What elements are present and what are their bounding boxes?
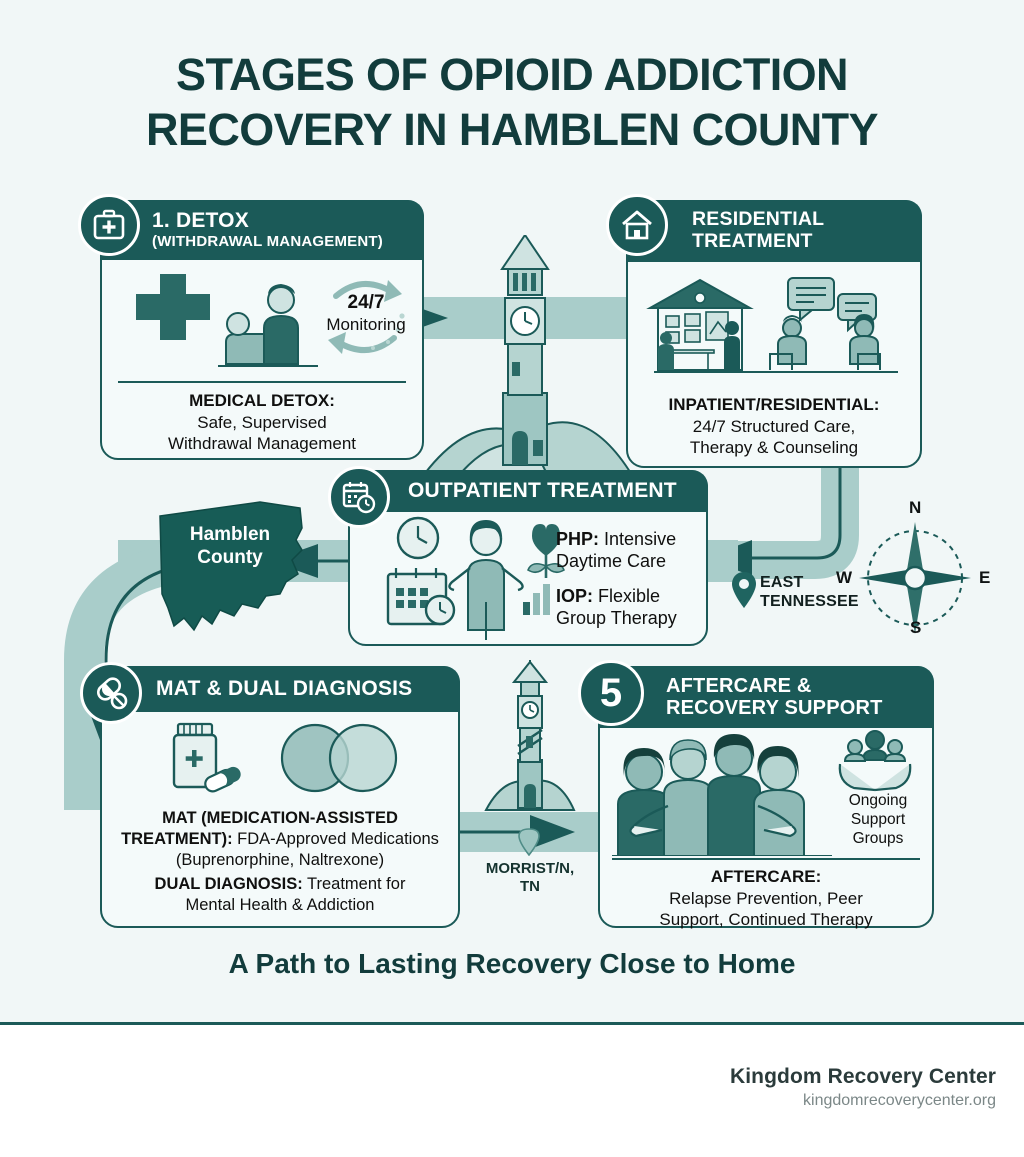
card-mat-header bbox=[100, 666, 460, 712]
card-aftercare-caption-bold: AFTERCARE: bbox=[710, 867, 822, 886]
card-residential-caption-line3: Therapy & Counseling bbox=[689, 438, 859, 458]
compass-north-label: N bbox=[909, 498, 922, 517]
footer-brand bbox=[730, 1065, 996, 1110]
monitoring-text: Monitoring bbox=[326, 314, 406, 334]
mat-illustration bbox=[150, 720, 410, 802]
card-detox-caption-bold: MEDICAL DETOX: bbox=[189, 391, 335, 410]
card-detox-title: 1. DETOX bbox=[152, 209, 249, 233]
card-mat-caption-2-line2: Mental Health & Addiction bbox=[185, 895, 375, 914]
card-mat-caption-2-rest: Treatment for bbox=[302, 875, 406, 893]
outpatient-php-line2: Daytime Care bbox=[556, 551, 667, 572]
card-aftercare-header bbox=[598, 666, 934, 728]
clocktower-small-illustration bbox=[478, 660, 582, 816]
card-mat-caption-2 bbox=[104, 874, 456, 916]
card-residential-title-2: TREATMENT bbox=[692, 230, 813, 252]
card-detox-caption bbox=[104, 390, 420, 455]
calendar-clock-icon bbox=[328, 466, 390, 528]
bar-chart-icon bbox=[522, 582, 554, 616]
aftercare-support-line-2: Support bbox=[850, 810, 906, 828]
pills-capsule-icon bbox=[80, 662, 142, 724]
footer-org-name: Kingdom Recovery Center bbox=[729, 1065, 996, 1088]
city-pin-line-2: TN bbox=[520, 878, 540, 895]
card-aftercare-title-2: RECOVERY SUPPORT bbox=[666, 697, 883, 719]
card-aftercare-caption-line3: Support, Continued Therapy bbox=[659, 910, 873, 930]
card-detox-caption-line3: Withdrawal Management bbox=[167, 434, 357, 454]
region-pin-line-1: EAST bbox=[760, 574, 804, 591]
card-mat-title: MAT & DUAL DIAGNOSIS bbox=[156, 677, 413, 701]
card-residential-title: RESIDENTIAL bbox=[692, 208, 825, 231]
card-outpatient-header bbox=[348, 470, 708, 512]
city-pin-line-1: MORRIST/N, bbox=[485, 860, 575, 877]
page-title-line-2: RECOVERY IN HAMBLEN COUNTY bbox=[146, 103, 878, 155]
card-residential-header bbox=[626, 200, 922, 262]
step-number-badge-5 bbox=[578, 660, 644, 726]
aftercare-support-line-1: Ongoing bbox=[848, 792, 908, 809]
tagline: A Path to Lasting Recovery Close to Home bbox=[228, 948, 796, 979]
card-residential-caption bbox=[630, 394, 918, 459]
card-mat-caption-1-bold-line1: MAT (MEDICATION-ASSISTED bbox=[162, 809, 398, 827]
card-aftercare-title: AFTERCARE & bbox=[666, 674, 812, 697]
first-aid-kit-glyph bbox=[92, 208, 126, 242]
county-label-line-2: County bbox=[197, 546, 263, 568]
residential-illustration bbox=[640, 272, 910, 390]
card-residential-caption-line2: 24/7 Structured Care, bbox=[692, 416, 856, 436]
card-mat-caption-2-bold: DUAL DIAGNOSIS: bbox=[154, 875, 303, 893]
county-label-line-1: Hamblen bbox=[189, 524, 271, 545]
page-title-line-1: STAGES OF OPIOID ADDICTION bbox=[176, 49, 848, 100]
card-detox-caption-line2: Safe, Supervised bbox=[197, 412, 327, 432]
outpatient-iop-label: IOP: bbox=[556, 586, 594, 606]
first-aid-kit-icon bbox=[78, 194, 140, 256]
detox-monitoring-label bbox=[318, 292, 414, 335]
outpatient-php-text bbox=[556, 528, 704, 573]
step-number-5: 5 bbox=[599, 671, 623, 715]
card-aftercare-caption bbox=[602, 866, 930, 931]
outpatient-iop-line2: Group Therapy bbox=[556, 608, 677, 629]
card-mat-caption-1-line3: (Buprenorphine, Naltrexone) bbox=[175, 850, 385, 869]
clocktower-hills-illustration bbox=[400, 235, 650, 480]
calendar-clock-glyph bbox=[341, 479, 377, 515]
outpatient-iop-text bbox=[556, 585, 706, 630]
aftercare-support-label bbox=[832, 792, 924, 849]
compass-east-label: E bbox=[979, 568, 991, 587]
card-outpatient-title: OUTPATIENT TREATMENT bbox=[408, 479, 677, 503]
card-mat-caption-1 bbox=[104, 808, 456, 871]
monitoring-value: 24/7 bbox=[347, 292, 385, 313]
support-hands-icon bbox=[836, 728, 914, 792]
card-detox-divider bbox=[118, 381, 406, 383]
footer-url: kingdomrecoverycenter.org bbox=[803, 1092, 996, 1109]
compass-west-label: W bbox=[836, 568, 853, 587]
card-residential-caption-bold: INPATIENT/RESIDENTIAL: bbox=[668, 395, 880, 414]
page-title bbox=[0, 48, 1024, 158]
region-pin-label bbox=[760, 574, 859, 611]
map-pin-icon bbox=[730, 570, 758, 610]
home-icon bbox=[606, 194, 668, 256]
hamblen-county-map bbox=[150, 498, 350, 653]
card-detox-subtitle: (WITHDRAWAL MANAGEMENT) bbox=[152, 232, 383, 250]
outpatient-php-label: PHP: bbox=[556, 529, 600, 549]
detox-illustration bbox=[118, 272, 318, 372]
footer bbox=[0, 1022, 1024, 1157]
region-pin-line-2: TENNESSEE bbox=[760, 592, 859, 610]
outpatient-php-line1: Intensive bbox=[604, 529, 677, 549]
county-label bbox=[160, 524, 300, 570]
card-detox-header bbox=[100, 200, 424, 260]
outpatient-iop-line1: Flexible bbox=[598, 586, 661, 606]
aftercare-group-illustration bbox=[612, 732, 832, 856]
card-mat-caption-1-rest: FDA-Approved Medications bbox=[232, 829, 439, 848]
compass-south-label: S bbox=[910, 618, 922, 637]
city-marker-icon bbox=[518, 828, 540, 856]
aftercare-support-line-3: Groups bbox=[852, 829, 904, 847]
home-glyph bbox=[620, 208, 654, 242]
pills-capsule-glyph bbox=[93, 675, 129, 711]
outpatient-illustration bbox=[382, 512, 572, 640]
card-aftercare-divider bbox=[612, 858, 920, 860]
city-pin-label bbox=[460, 860, 600, 896]
card-aftercare-caption-line2: Relapse Prevention, Peer bbox=[669, 888, 863, 908]
card-mat-caption-1-bold-line2: TREATMENT): bbox=[121, 829, 233, 848]
